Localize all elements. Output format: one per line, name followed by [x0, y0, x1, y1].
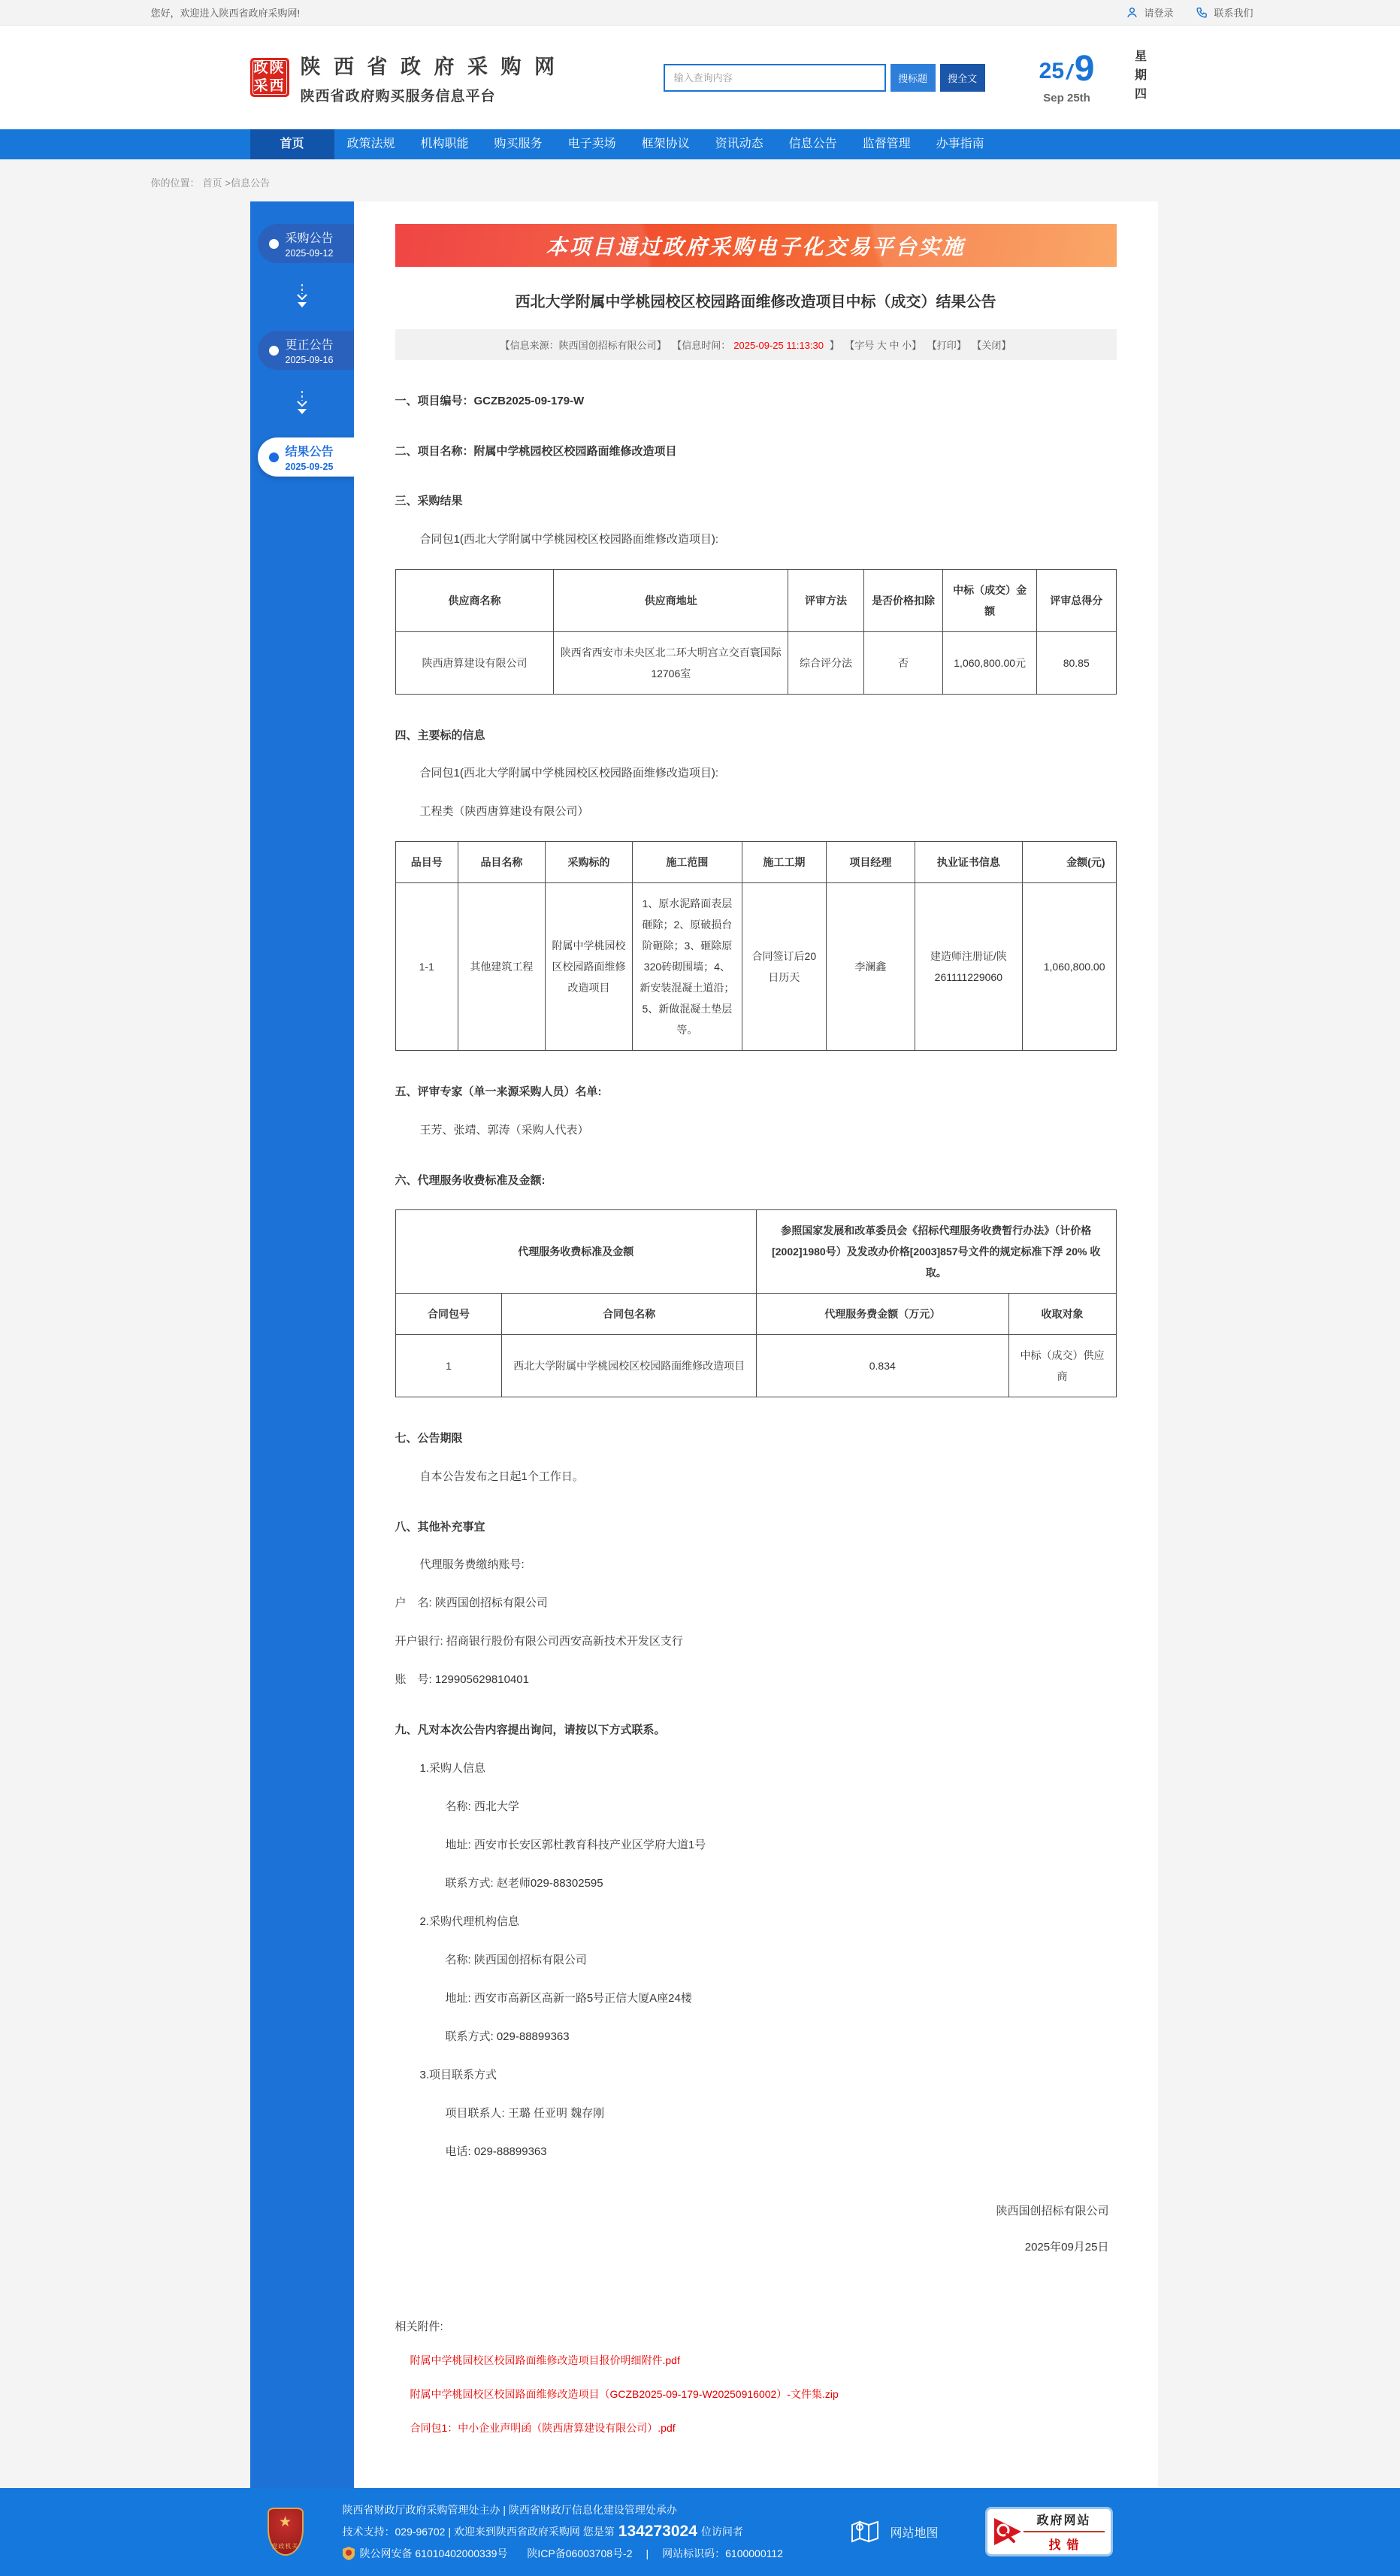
account-name-line: 户 名: 陕西国创招标有限公司 [395, 1597, 548, 1609]
review-method-cell: 综合评分法 [788, 631, 864, 694]
search-area [664, 64, 985, 92]
meta-time: 2025-09-25 11:13:30 [733, 340, 824, 351]
public-security-beian-link[interactable]: 陕公网安备 61010402000339号 [359, 2547, 508, 2559]
account-number-line: 账 号: 129905629810401 [395, 1673, 529, 1686]
article-panel [354, 201, 1158, 2488]
site-title: 陕 西 省 政 府 采 购 网 [300, 55, 559, 78]
footer-support-line [343, 2523, 783, 2541]
timeline-step-correction[interactable] [258, 331, 354, 370]
site-header [0, 26, 1400, 129]
section-agency-fee: 六、代理服务收费标准及金额: [395, 1173, 546, 1187]
timeline-step-procurement[interactable] [258, 224, 354, 263]
subject-detail-table [395, 841, 1117, 1051]
table-header: 品目号 [395, 842, 458, 883]
sitemap-label: 网站地图 [890, 2526, 939, 2540]
supplier-name-cell: 陕西唐算建设有限公司 [395, 631, 554, 694]
project-manager-cell: 李澜鑫 [826, 883, 915, 1051]
package-name-cell: 西北大学附属中学桃园校区校园路面维修改造项目 [502, 1335, 757, 1397]
purchaser-name: 名称: 西北大学 [445, 1800, 519, 1813]
badge-gov-website-label: 政府网站 [1024, 2511, 1105, 2532]
icp-beian-link[interactable]: 陕ICP备06003708号-2 [527, 2547, 633, 2559]
table-header: 施工范围 [632, 842, 742, 883]
arrow-down-icon [250, 370, 354, 437]
table-header: 评审总得分 [1036, 569, 1116, 631]
purchaser-contact: 联系方式: 赵老师029-88302595 [445, 1876, 603, 1890]
signature-block [395, 2202, 1117, 2254]
fee-standard-text-cell: 参照国家发展和改革委员会《招标代理服务收费暂行办法》（计价格[2002]1980号）及发改办价格[2003]857号文件的规定标准下浮 20% 收取。 [756, 1210, 1116, 1294]
footer-text-block [343, 2497, 783, 2566]
fee-payer-cell: 中标（成交）供应商 [1008, 1335, 1116, 1397]
fee-standard-label-cell: 代理服务收费标准及金额 [395, 1210, 756, 1294]
logo-seal [250, 58, 289, 97]
table-header: 合同包号 [395, 1294, 502, 1335]
step-title: 采购公告 [285, 232, 334, 245]
payment-account-label: 代理服务费缴纳账号: [419, 1558, 525, 1571]
badge-find-error-label: 找错 [1048, 2539, 1085, 2552]
item-number-cell: 1-1 [395, 883, 458, 1051]
contract-package-line: 合同包1(西北大学附属中学桃园校区校园路面维修改造项目): [419, 767, 719, 779]
nav-item-announcements[interactable]: 信息公告 [788, 138, 837, 150]
table-header: 金额(元) [1022, 842, 1116, 883]
attachment-link-sme-declaration-pdf[interactable]: 合同包1：中小企业声明函（陕西唐算建设有限公司）.pdf [410, 2421, 676, 2434]
price-deduction-cell: 否 [863, 631, 942, 694]
nav-item-guide[interactable]: 办事指南 [936, 138, 984, 150]
map-icon [851, 2519, 879, 2544]
emblem-symbol: ★ [278, 2514, 292, 2530]
nav-item-e-market[interactable]: 电子卖场 [567, 138, 616, 150]
nav-item-purchase-service[interactable]: 购买服务 [494, 138, 543, 150]
announcement-timeline [250, 201, 354, 2488]
login-label: 请登录 [1144, 8, 1174, 19]
section-procurement-result: 三、采购结果 [395, 495, 463, 507]
supplier-address-cell: 陕西省西安市未央区北二环大明宫立交百寰国际12706室 [554, 631, 788, 694]
user-icon [1126, 6, 1138, 19]
sitemap-link[interactable] [851, 2519, 938, 2544]
visitor-count: 134273024 [618, 2523, 697, 2540]
step-dot [269, 346, 279, 356]
attachment-link-fileset-zip[interactable]: 附属中学桃园校区校园路面维修改造项目（GCZB2025-09-179-W20250916002）-文件集.zip [410, 2387, 839, 2400]
timeline-step-result[interactable] [258, 437, 354, 477]
item-name-cell: 其他建筑工程 [458, 883, 545, 1051]
nav-item-supervision[interactable]: 监督管理 [862, 138, 911, 150]
table-row [395, 1335, 1116, 1397]
construction-scope-cell: 1、原水泥路面表层砸除；2、原破损台阶砸除；3、砸除原320砖砌围墙；4、新安装混凝土道沿；5、新做混凝土垫层等。 [632, 883, 742, 1051]
search-fulltext-button[interactable]: 搜全文 [940, 64, 985, 92]
step-title: 结果公告 [285, 446, 334, 459]
agency-info-title: 2.采购代理机构信息 [419, 1915, 520, 1928]
table-header: 供应商地址 [554, 569, 788, 631]
total-score-cell: 80.85 [1036, 631, 1116, 694]
table-header: 采购标的 [545, 842, 632, 883]
table-header: 施工工期 [742, 842, 826, 883]
site-footer [0, 2488, 1400, 2576]
bank-line: 开户银行: 招商银行股份有限公司西安高新技术开发区支行 [395, 1635, 683, 1648]
error-report-text [1024, 2511, 1105, 2553]
step-title: 更正公告 [285, 339, 334, 352]
table-header: 品目名称 [458, 842, 545, 883]
main-area [141, 201, 1259, 2488]
project-contact-title: 3.项目联系方式 [419, 2068, 497, 2081]
date-english: Sep 25th [1043, 91, 1090, 104]
logo-seal-row2: 采西 [253, 78, 286, 94]
phone-icon [1196, 6, 1208, 19]
police-badge-icon [343, 2547, 355, 2560]
attachment-link-quote-pdf[interactable]: 附属中学桃园校区校园路面维修改造项目报价明细附件.pdf [410, 2354, 680, 2366]
search-input[interactable] [664, 64, 886, 92]
table-header: 执业证书信息 [915, 842, 1022, 883]
footer-organizer-line: 陕西省财政厅政府采购管理处主办 | 陕西省财政厅信息化建设管理处承办 [342, 2504, 677, 2516]
purchaser-info-title: 1.采购人信息 [419, 1761, 486, 1775]
welcome-text: 您好，欢迎进入陕西省政府采购网! [150, 8, 301, 19]
section-project-name: 二、项目名称：附属中学桃园校区校园路面维修改造项目 [395, 444, 677, 458]
table-header: 项目经理 [826, 842, 915, 883]
section-other-matters: 八、其他补充事宜 [395, 1520, 485, 1533]
print-button[interactable]: 【打印】 [927, 340, 966, 351]
supplier-result-table [395, 569, 1117, 695]
footer-beian-line [343, 2546, 783, 2561]
table-header: 合同包名称 [502, 1294, 757, 1335]
weekday-label: 星期四 [1132, 49, 1146, 106]
logo-seal-row1: 政陕 [253, 60, 286, 77]
date-separator: / [1066, 59, 1072, 83]
award-amount-cell: 1,060,800.00元 [943, 631, 1037, 694]
table-header: 供应商名称 [395, 569, 554, 631]
section-announcement-period: 七、公告期限 [395, 1432, 463, 1445]
site-code: 网站标识码：6100000112 [662, 2547, 783, 2559]
breadcrumb [141, 159, 1259, 201]
announcement-title: 西北大学附属中学桃园校区校园路面维修改造项目中标（成交）结果公告 [515, 294, 996, 310]
section-project-number: 一、项目编号：GCZB2025-09-179-W [395, 395, 585, 407]
construction-period-cell: 合同签订后20日历天 [742, 883, 826, 1051]
support-prefix: 技术支持：029-96702 | 欢迎来到陕西省政府采购网 您是第 [342, 2526, 615, 2538]
logo-text [301, 50, 559, 105]
amount-cell: 1,060,800.00 [1022, 883, 1116, 1051]
platform-banner: 本项目通过政府采购电子化交易平台实施 [395, 224, 1117, 267]
category-line: 工程类（陕西唐算建设有限公司） [419, 805, 589, 818]
nav-item-home[interactable]: 首页 [250, 129, 334, 159]
section-main-subject-info: 四、主要标的信息 [395, 728, 485, 742]
contact-label: 联系我们 [1214, 8, 1253, 19]
signature-company: 陕西国创招标有限公司 [996, 2204, 1109, 2217]
step-date: 2025-09-12 [285, 248, 334, 259]
emblem-label: 党政机关 [271, 2543, 299, 2550]
agency-fee-table [395, 1209, 1117, 1397]
meta-time-prefix: 【信息时间： [672, 340, 731, 351]
gov-website-error-report-badge[interactable] [985, 2507, 1113, 2556]
agency-contact: 联系方式: 029-88899363 [445, 2030, 570, 2043]
project-contact-phone: 电话: 029-88899363 [445, 2145, 547, 2158]
step-date: 2025-09-25 [285, 462, 334, 472]
table-header: 评审方法 [788, 569, 864, 631]
support-suffix: 位访问者 [700, 2526, 743, 2538]
section-experts: 五、评审专家（单一来源采购人员）名单: [395, 1085, 602, 1098]
party-government-emblem [268, 2508, 304, 2556]
meta-time-suffix: 】 [827, 340, 839, 351]
meta-source: 【信息来源：陕西国创招标有限公司】 [500, 340, 667, 351]
table-row [395, 883, 1116, 1051]
table-header: 收取对象 [1008, 1294, 1116, 1335]
table-header: 代理服务费金额（万元） [756, 1294, 1008, 1335]
breadcrumb-current: >信息公告 [225, 177, 271, 189]
purchaser-address: 地址: 西安市长安区郭杜教育科技产业区学府大道1号 [445, 1838, 706, 1851]
arrow-down-icon [250, 263, 354, 331]
table-row [395, 631, 1116, 694]
agency-name: 名称: 陕西国创招标有限公司 [445, 1953, 587, 1966]
breadcrumb-label: 你的位置： [150, 177, 200, 189]
close-button[interactable]: 【关闭】 [972, 340, 1011, 351]
meta-bar [395, 329, 1117, 360]
nav-item-news[interactable]: 资讯动态 [715, 138, 763, 150]
date-month: 9 [1074, 48, 1095, 89]
attachments-label: 相关附件: [395, 2320, 443, 2333]
site-logo[interactable] [250, 50, 559, 105]
date-day: 25 [1039, 58, 1065, 83]
package-number-cell: 1 [395, 1335, 502, 1397]
breadcrumb-home[interactable]: 首页 [202, 177, 222, 189]
contract-package-line: 合同包1(西北大学附属中学桃园校区校园路面维修改造项目): [419, 532, 719, 546]
table-header: 是否价格扣除 [863, 569, 942, 631]
footer-divider: | [646, 2547, 649, 2559]
step-dot [269, 239, 279, 249]
step-dot [269, 453, 279, 462]
error-report-logo-icon [990, 2515, 1024, 2548]
date-block [1039, 48, 1095, 104]
date-numbers [1039, 48, 1095, 89]
main-nav [0, 129, 1400, 159]
nav-item-functions[interactable]: 机构职能 [420, 138, 469, 150]
search-title-button[interactable]: 搜标题 [890, 64, 936, 92]
procurement-subject-cell: 附属中学桃园校区校园路面维修改造项目 [545, 883, 632, 1051]
section-contact: 九、凡对本次公告内容提出询问，请按以下方式联系。 [395, 1724, 666, 1736]
topbar-links [1126, 5, 1253, 20]
top-bar [0, 0, 1400, 26]
font-size-controls[interactable]: 【字号 大 中 小】 [845, 340, 922, 351]
signature-date: 2025年09月25日 [1024, 2240, 1109, 2254]
step-date: 2025-09-16 [285, 355, 334, 365]
contact-link[interactable] [1196, 5, 1253, 20]
footer-right [851, 2507, 1259, 2556]
agency-address: 地址: 西安市高新区高新一路5号正信大厦A座24楼 [445, 1991, 692, 2005]
site-subtitle: 陕西省政府购买服务信息平台 [300, 88, 496, 104]
nav-item-policies[interactable]: 政策法规 [346, 138, 395, 150]
nav-item-framework[interactable]: 框架协议 [641, 138, 690, 150]
agency-fee-amount-cell: 0.834 [756, 1335, 1008, 1397]
table-header: 中标（成交）金额 [943, 569, 1037, 631]
announcement-period-text: 自本公告发布之日起1个工作日。 [419, 1470, 584, 1483]
project-contact-persons: 项目联系人: 王璐 任亚明 魏存刚 [445, 2106, 605, 2120]
experts-list: 王芳、张靖、郭涛（采购人代表） [419, 1123, 589, 1137]
certificate-cell: 建造师注册证/陕261111229060 [915, 883, 1022, 1051]
login-link[interactable] [1126, 5, 1173, 20]
